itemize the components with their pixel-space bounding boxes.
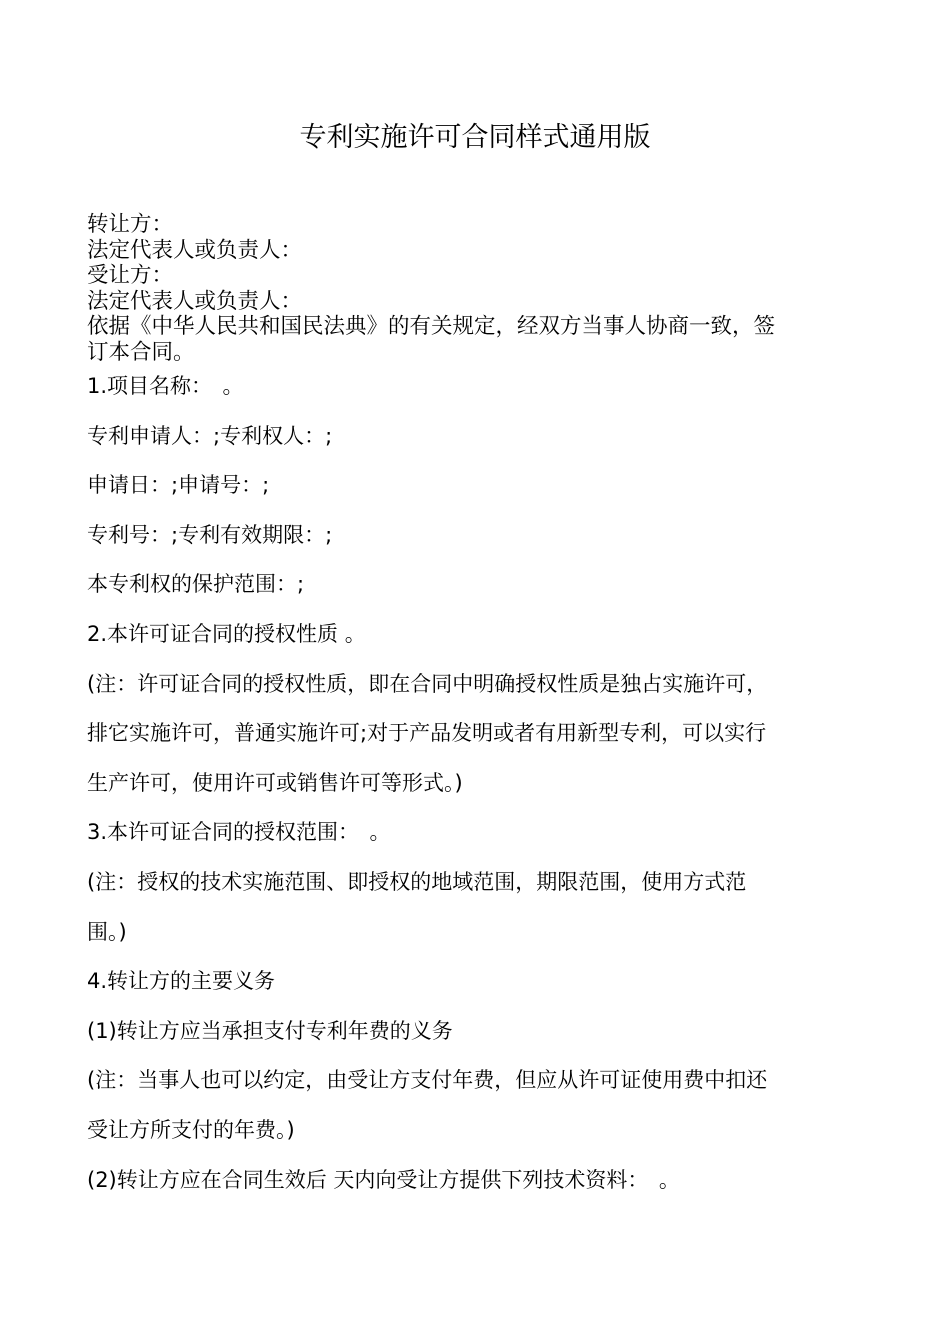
item-1-project-name: 1.项目名称： 。 [87, 374, 244, 398]
party-info-block [87, 212, 867, 365]
transferor-representative-line: 法定代表人或负责人： [87, 237, 303, 263]
note-authorization-nature-line-2: 排它实施许可，普通实施许可;对于产品发明或者有用新型专利，可以实行 [87, 721, 767, 745]
transferee-representative-line: 法定代表人或负责人： [87, 288, 303, 314]
note-authorization-nature-line-3: 生产许可，使用许可或销售许可等形式。) [87, 771, 463, 795]
note-authorization-scope-line-2: 围。) [87, 920, 127, 944]
document-title: 专利实施许可合同样式通用版 [299, 122, 651, 153]
obligation-2-technical-materials: (2)转让方应在合同生效后 天内向受让方提供下列技术资料： 。 [87, 1168, 680, 1192]
patent-applicant-line: 专利申请人：;专利权人：; [87, 424, 333, 448]
item-4-transferor-obligations: 4.转让方的主要义务 [87, 969, 276, 993]
obligation-1-annual-fee: (1)转让方应当承担支付专利年费的义务 [87, 1019, 453, 1043]
protection-scope-line: 本专利权的保护范围：; [87, 572, 305, 596]
legal-basis-line-1: 依据《中华人民共和国民法典》的有关规定，经双方当事人协商一致，签 [87, 314, 776, 339]
item-3-authorization-scope: 3.本许可证合同的授权范围： 。 [87, 820, 391, 844]
transferee-line: 受让方： [87, 263, 174, 288]
application-date-line: 申请日：;申请号：; [87, 473, 270, 497]
item-2-authorization-nature: 2.本许可证合同的授权性质 。 [87, 622, 366, 646]
note-authorization-nature-line-1: (注：许可证合同的授权性质，即在合同中明确授权性质是独占实施许可， [87, 672, 768, 696]
note-authorization-scope-line-1: (注：授权的技术实施范围、即授权的地域范围，期限范围，使用方式范 [87, 870, 747, 894]
note-annual-fee-line-2: 受让方所支付的年费。) [87, 1118, 295, 1142]
note-annual-fee-line-1: (注：当事人也可以约定，由受让方支付年费，但应从许可证使用费中扣还 [87, 1068, 768, 1092]
transferor-line: 转让方： [87, 212, 174, 237]
patent-number-line: 专利号：;专利有效期限：; [87, 523, 333, 547]
legal-basis-line-2: 订本合同。 [87, 339, 195, 365]
